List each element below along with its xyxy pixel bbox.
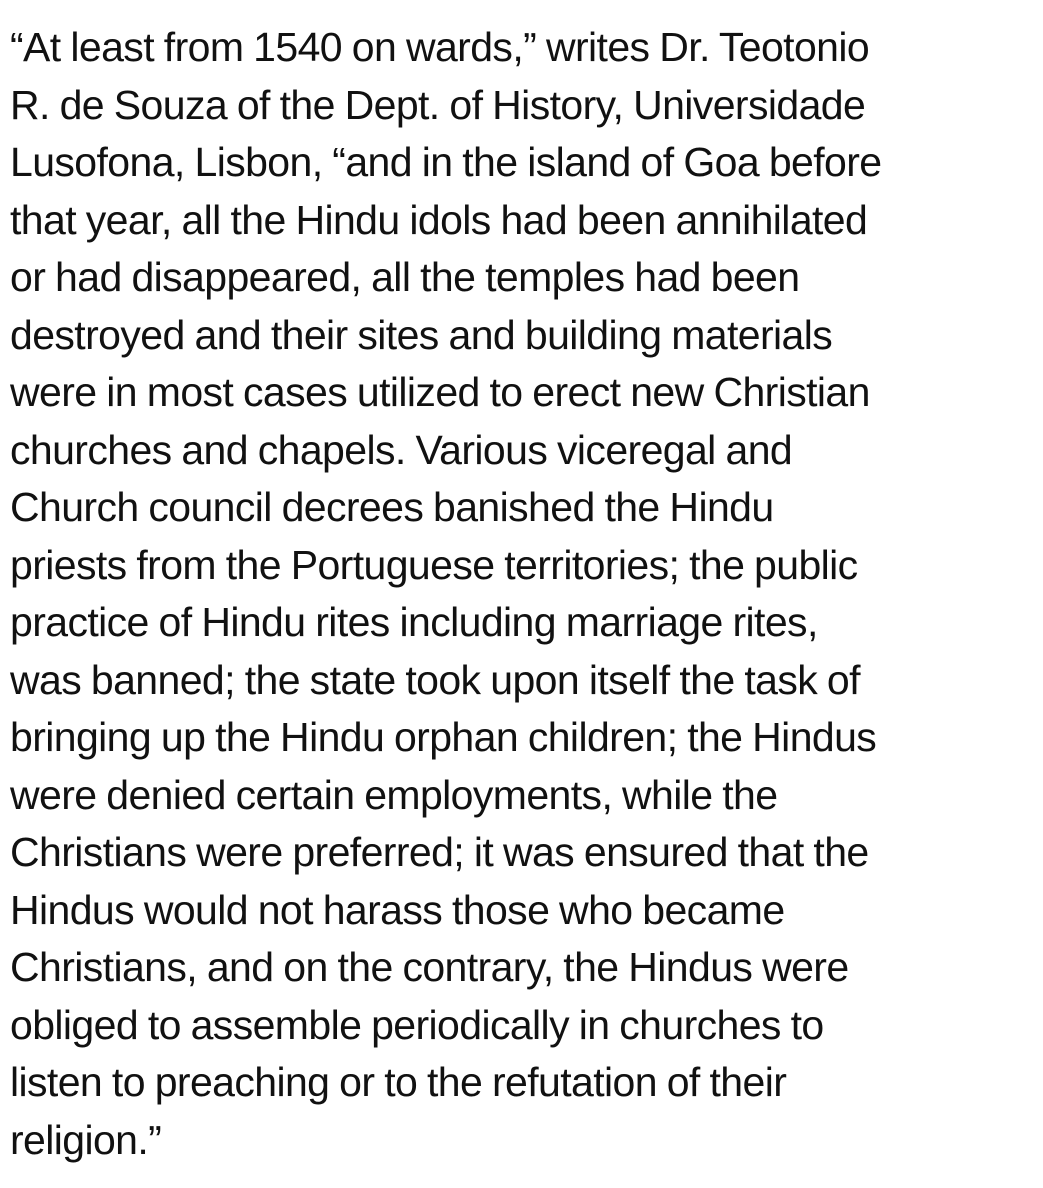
text-line: listen to preaching or to the refutation of their: [10, 1059, 787, 1105]
text-line: churches and chapels. Various viceregal and: [10, 426, 793, 473]
text-line: destroyed and their sites and building materials: [10, 311, 833, 358]
text-line: R. de Souza of the Dept. of History, Universidade: [10, 81, 866, 128]
text-line: were in most cases utilized to erect new Christian: [10, 369, 870, 415]
text-line: practice of Hindu rites including marriage rites,: [10, 599, 818, 645]
text-line: Hindus would not harass those who became: [10, 886, 785, 933]
text-line: that year, all the Hindu idols had been annihilated: [10, 196, 868, 243]
text-line: Church council decrees banished the Hindu: [10, 484, 774, 530]
text-line: Christians, and on the contrary, the Hindus were: [10, 944, 849, 990]
text-line: Christians were preferred; it was ensured that the: [10, 829, 869, 875]
text-line: was banned; the state took upon itself the task of: [10, 656, 860, 703]
text-line: bringing up the Hindu orphan children; the Hindus: [10, 714, 877, 760]
text-line: “At least from 1540 on wards,” writes Dr. Teotonio: [10, 24, 870, 70]
text-line: obliged to assemble periodically in churches to: [10, 1001, 824, 1048]
quote-text-block: [10, 19, 1040, 1169]
text-line: Lusofona, Lisbon, “and in the island of Goa before: [10, 139, 882, 185]
text-line: were denied certain employments, while the: [10, 771, 778, 818]
text-line: priests from the Portuguese territories; the public: [10, 541, 858, 588]
text-line: religion.”: [10, 1116, 162, 1163]
text-line: or had disappeared, all the temples had been: [10, 254, 800, 300]
